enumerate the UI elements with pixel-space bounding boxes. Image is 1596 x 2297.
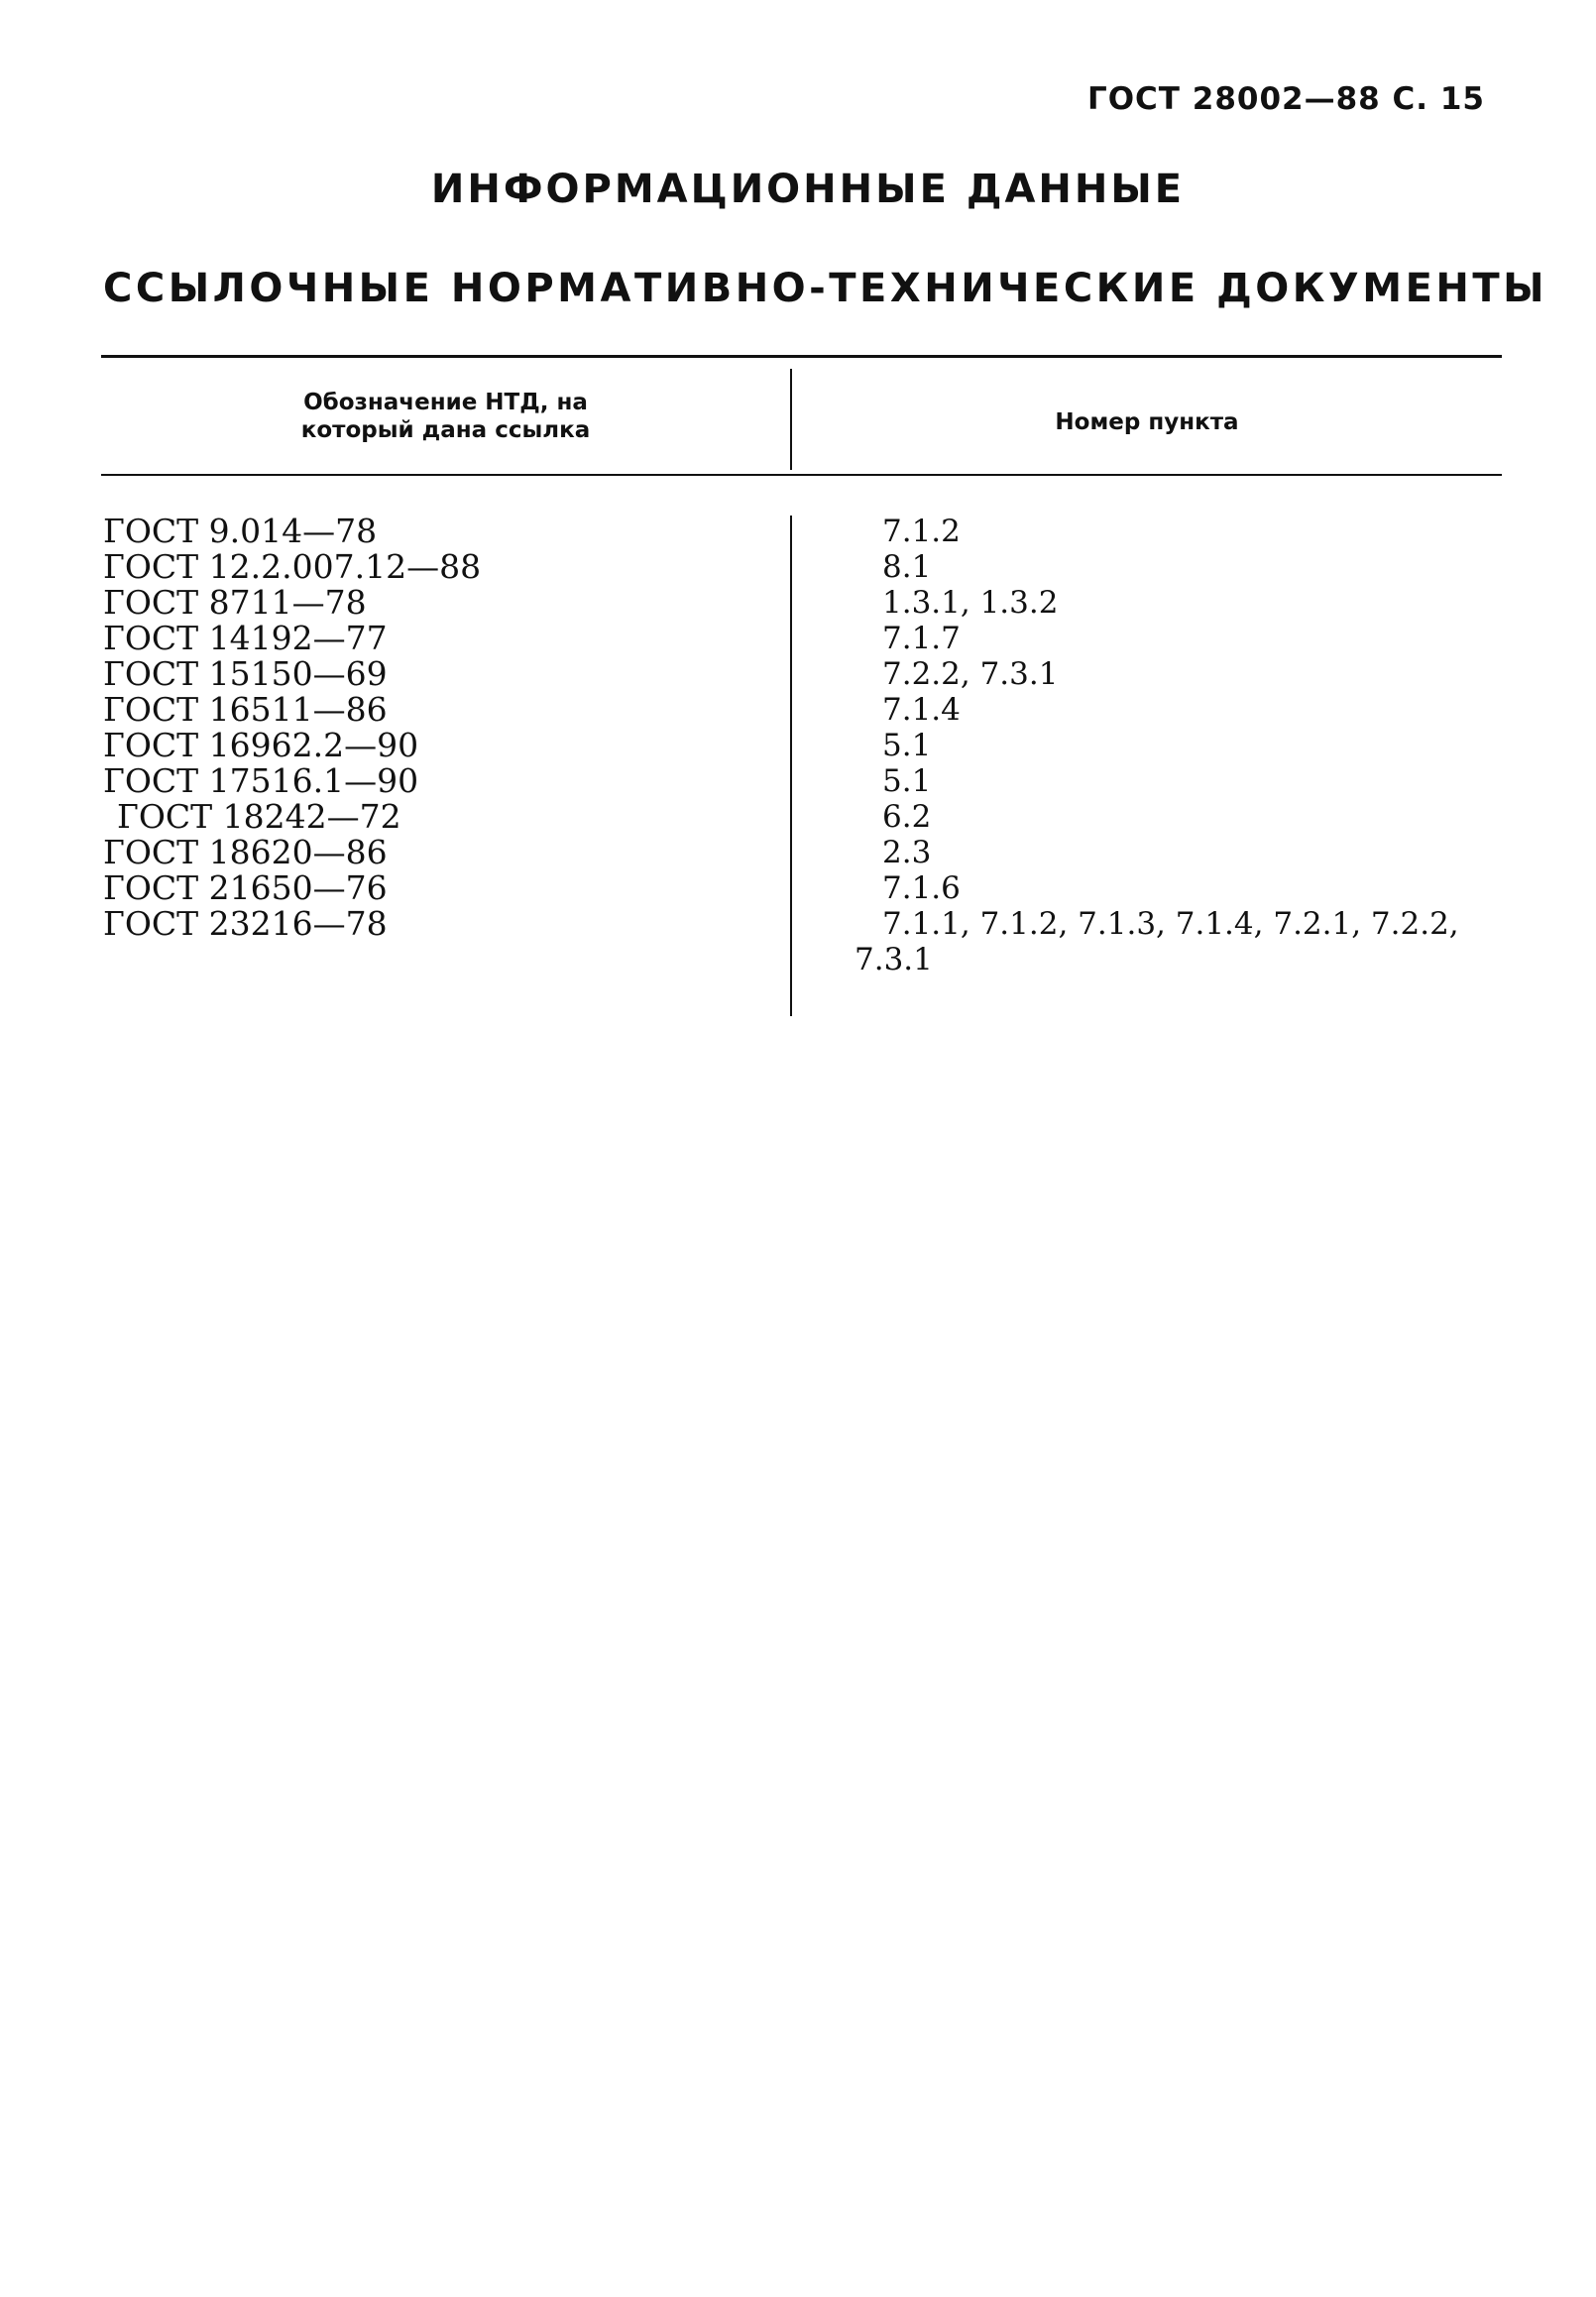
table-top-rule	[101, 355, 1502, 358]
table-row	[0, 585, 1596, 621]
document-designation: ГОСТ 15150—69	[103, 654, 388, 693]
document-designation: ГОСТ 18242—72	[117, 797, 401, 836]
document-subtitle: ССЫЛОЧНЫЕ НОРМАТИВНО-ТЕХНИЧЕСКИЕ ДОКУМЕНТЫ	[103, 266, 1548, 311]
table-row	[0, 763, 1596, 799]
table-row	[0, 870, 1596, 906]
table-header-rule	[101, 474, 1502, 476]
page-header-ref: ГОСТ 28002—88 С. 15	[1086, 81, 1485, 117]
clause-number: 7.1.4	[882, 692, 961, 728]
clause-number: 7.1.1, 7.1.2, 7.1.3, 7.1.4, 7.2.1, 7.2.2,	[882, 906, 1459, 942]
document-designation: ГОСТ 8711—78	[103, 583, 367, 622]
clause-number: 7.1.6	[882, 870, 961, 906]
table-row	[0, 656, 1596, 692]
table-row	[0, 835, 1596, 870]
clause-number: 7.1.7	[882, 621, 961, 656]
document-title: ИНФОРМАЦИОННЫЕ ДАННЫЕ	[430, 167, 1186, 212]
document-designation: ГОСТ 23216—78	[103, 904, 388, 943]
document-designation: ГОСТ 14192—77	[103, 619, 388, 657]
column-header-document	[101, 389, 790, 444]
document-designation: ГОСТ 21650—76	[103, 868, 388, 907]
column-header-clause: Номер пункта	[1055, 409, 1239, 435]
document-designation: ГОСТ 9.014—78	[103, 512, 378, 550]
document-designation: ГОСТ 12.2.007.12—88	[103, 547, 482, 586]
clause-number: 1.3.1, 1.3.2	[882, 585, 1059, 621]
clause-number: 6.2	[882, 799, 932, 835]
document-designation: ГОСТ 18620—86	[103, 833, 388, 871]
clause-number: 5.1	[882, 763, 932, 799]
clause-number: 7.2.2, 7.3.1	[882, 656, 1059, 692]
document-designation: ГОСТ 16511—86	[103, 690, 388, 729]
clause-number: 2.3	[882, 835, 932, 870]
table-row	[0, 728, 1596, 763]
table-row	[0, 514, 1596, 549]
table-row	[0, 799, 1596, 835]
table-row	[0, 621, 1596, 656]
clause-number: 7.1.2	[882, 514, 961, 549]
document-designation: ГОСТ 17516.1—90	[103, 761, 419, 800]
reference-table-body	[0, 512, 1596, 977]
column-header-document-line1: Обозначение НТД, на	[303, 390, 588, 415]
table-row	[0, 904, 1596, 977]
table-row	[0, 692, 1596, 728]
clause-number: 8.1	[882, 549, 932, 585]
column-header-document-line2: который дана ссылка	[300, 417, 591, 443]
clause-number-continuation: 7.3.1	[855, 942, 933, 977]
clause-number: 5.1	[882, 728, 932, 763]
document-designation: ГОСТ 16962.2—90	[103, 726, 419, 764]
table-row	[0, 549, 1596, 585]
